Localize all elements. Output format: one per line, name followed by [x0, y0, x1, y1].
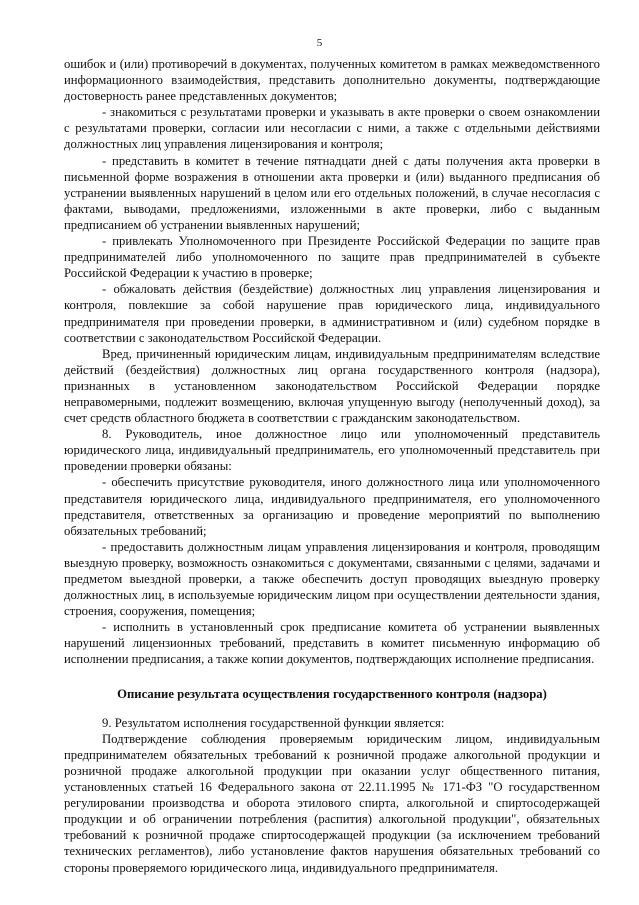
paragraph-obligation-access: - предоставить должностным лицам управления лицензирования и контроля, проводящим выездную проверку, возможность ознакомиться с документами, связанными с целями, задачами и предметом выездной проверки, а также обеспечить доступ проводящих выездную проверку должностных лиц, в используемые юридическим лицом при осуществлении деятельности здания, строения, сооружения, помещения; [64, 539, 600, 619]
section-heading: Описание результата осуществления государственного контроля (надзора) [117, 686, 547, 701]
paragraph-right-objections: - представить в комитет в течение пятнадцати дней с даты получения акта проверки в письменной форме возражения в отношении акта проверки и (или) выданного предписания об устранении выявленных нарушений в целом или его отдельных положений, в случае несогласия с фактами, выводами, предложениями, изложенными в акте проверки, либо с выданным предписанием об устранении выявленных нарушений; [64, 153, 600, 232]
paragraph-right-review-results: - знакомиться с результатами проверки и указывать в акте проверки о своем ознакомлении с результатами проверки, согласии или несогласии с ними, а также с отдельными действиями должностных лиц управления лицензирования и контроля; [64, 105, 600, 152]
document-body [64, 56, 600, 876]
paragraph-obligation-presence: - обеспечить присутствие руководителя, иного должностного лица или уполномоченного представителя юридического лица, индивидуального предпринимателя, его уполномоченного представителя, ответственных за организацию и проведение мероприятий по выполнению обязательных требований; [64, 475, 600, 538]
paragraph-damage-compensation: Вред, причиненный юридическим лицам, индивидуальным предпринимателям вследствие действий (бездействия) должностных лиц органа государственного контроля (надзора), признанных в установленном законодательством Российской Федерации порядке неправомерными, подлежит возмещению, включая упущенную выгоду (неполученный доход), за счет средств областного бюджета в соответствии с гражданским законодательством. [64, 346, 600, 426]
paragraph-obligation-order: - исполнить в установленный срок предписание комитета об устранении выявленных нарушений лицензионных требований, представить в комитет письменную информацию об исполнении предписания, а также копии документов, подтверждающих исполнение предписания. [64, 620, 600, 667]
page-number: 5 [316, 37, 323, 49]
paragraph-result-description: Подтверждение соблюдения проверяемым юридическим лицом, индивидуальным предпринимателем обязательных требований к розничной продаже алкогольной продукции и розничной продаже алкогольной продукции при оказании услуг общественного питания, установленных статьей 16 Федерального закона от 22.11.1995 № 171-ФЗ "О государственном регулировании производства и оборота этилового спирта, алкогольной и спиртосодержащей продукции и об ограничении потребления (распития) алкогольной продукции", обязательных требований к розничной продаже спиртосодержащей продукции (за исключением требований технических регламентов), либо установление фактов нарушения обязательных требований со стороны проверяемого юридического лица, индивидуального предпринимателя. [64, 731, 600, 875]
paragraph-right-appeal: - обжаловать действия (бездействие) должностных лиц управления лицензирования и контроля, повлекшие за собой нарушение прав юридического лица, индивидуального предпринимателя при проведении проверки, в административном и (или) судебном порядке в соответствии с законодательством Российской Федерации. [64, 282, 600, 345]
paragraph-result-intro: 9. Результатом исполнения государственной функции является: [102, 715, 445, 730]
paragraph-continuation: ошибок и (или) противоречий в документах, полученных комитетом в рамках межведомственного информационного взаимодействия, представить дополнительно документы, подтверждающие достоверность ранее представленных документов; [64, 57, 600, 104]
paragraph-obligations-intro: 8. Руководитель, иное должностное лицо или уполномоченный представитель юридического лица, индивидуальный предприниматель, его уполномоченный представитель при проведении проверки обязаны: [64, 427, 600, 474]
paragraph-right-ombudsman: - привлекать Уполномоченного при Президенте Российской Федерации по защите прав предпринимателей либо уполномоченного по защите прав предпринимателей в субъекте Российской Федерации к участию в проверке; [64, 234, 600, 281]
